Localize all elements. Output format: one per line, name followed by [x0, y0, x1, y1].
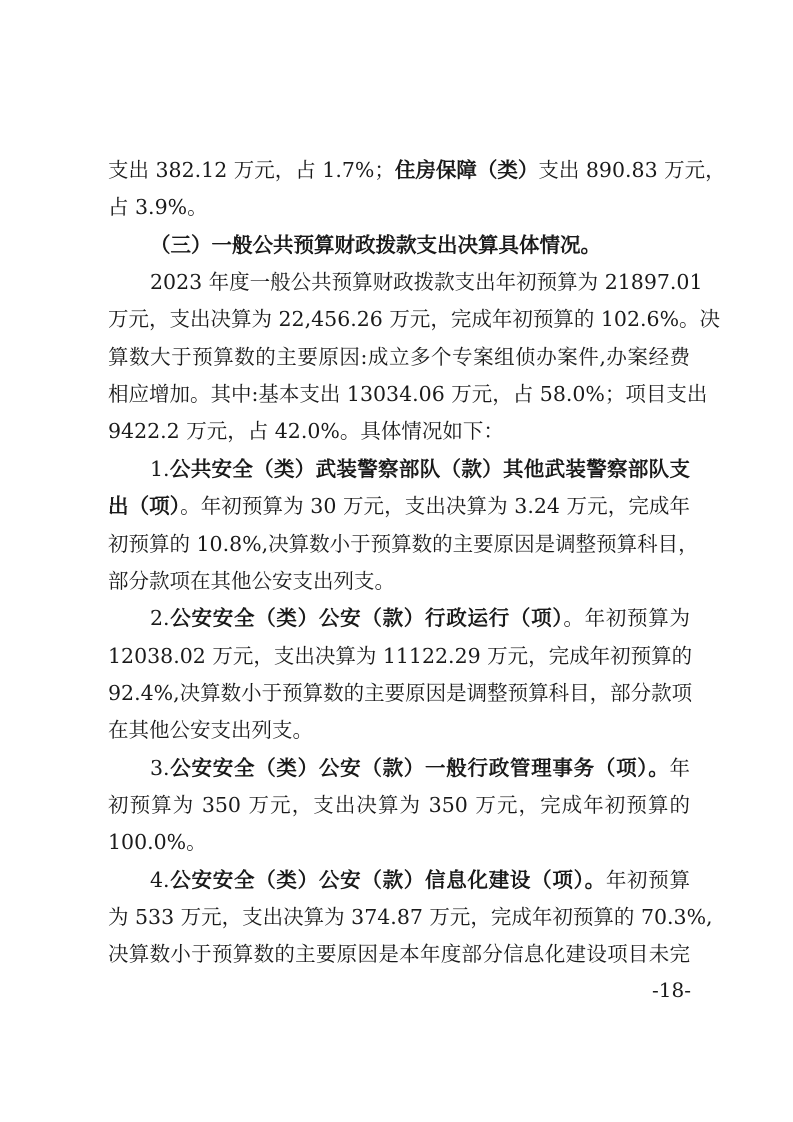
bold-heading-text: 公安安全（类）公安（款）信息化建设（项）。 — [169, 867, 606, 892]
text-line — [150, 454, 690, 484]
text-line — [108, 678, 693, 708]
text-line — [108, 566, 690, 596]
body-text: 12038.02 万元，支出决算为 11122.29 万元，完成年初预算的 — [108, 643, 693, 668]
body-text: 1. — [150, 456, 170, 481]
text-line — [150, 267, 703, 297]
text-line — [150, 603, 690, 633]
body-text: 在其他公安支出列支。 — [108, 718, 313, 743]
body-text: 算数大于预算数的主要原因:成立多个专案组侦办案件,办案经费 — [108, 344, 690, 369]
text-line — [108, 491, 690, 521]
body-text: 支出 890.83 万元， — [538, 158, 726, 182]
text-line — [108, 192, 690, 222]
bold-heading-text: 公安安全（类）公安（款）行政运行（项） — [169, 606, 564, 631]
text-line — [108, 342, 690, 372]
body-text: 2. — [150, 606, 170, 631]
body-text: 初预算的 10.8%,决算数小于预算数的主要原因是调整预算科目， — [108, 531, 699, 556]
body-text: 万元，支出决算为 22,456.26 万元，完成年初预算的 102.6%。决 — [108, 307, 721, 332]
text-line — [108, 155, 726, 185]
body-text: 4. — [150, 867, 170, 892]
bold-heading-text: 住房保障（类） — [394, 158, 539, 182]
body-text: 。年初预算为 — [563, 606, 691, 631]
text-line — [108, 827, 690, 857]
text-line — [108, 416, 690, 446]
body-text: 为 533 万元，支出决算为 374.87 万元，完成年初预算的 70.3%, — [108, 905, 713, 929]
text-line — [108, 790, 690, 820]
body-text: 初预算为 350 万元，支出决算为 350 万元，完成年初预算的 — [108, 792, 690, 817]
body-text: 2023 年度一般公共预算财政拨款支出年初预算为 21897.01 — [150, 270, 703, 295]
body-text: 支出 382.12 万元，占 1.7%； — [108, 158, 395, 182]
body-text: 相应增加。其中:基本支出 13034.06 万元，占 58.0%；项目支出 — [108, 382, 708, 407]
text-line — [108, 641, 693, 671]
body-text: 年初预算 — [605, 867, 691, 892]
bold-heading-text: 公共安全（类）武装警察部队（款）其他武装警察部队支 — [169, 456, 690, 481]
body-text: 。年初预算为 30 万元，支出决算为 3.24 万元，完成年 — [180, 494, 691, 519]
text-line — [150, 753, 690, 783]
text-line — [108, 304, 721, 334]
text-line — [108, 715, 690, 745]
text-line — [108, 529, 699, 559]
text-line — [150, 865, 690, 895]
text-line — [150, 230, 690, 260]
body-text: 3. — [150, 755, 170, 780]
body-text: 92.4%,决算数小于预算数的主要原因是调整预算科目，部分款项 — [108, 680, 693, 705]
bold-heading-text: 出（项） — [108, 494, 181, 519]
page-number: -18- — [652, 978, 691, 1002]
bold-heading-text: 公安安全（类）公安（款）一般行政管理事务（项）。 — [169, 755, 670, 780]
body-text: 年 — [669, 755, 690, 780]
body-text: 部分款项在其他公安支出列支。 — [108, 568, 395, 593]
body-text: 9422.2 万元，占 42.0%。具体情况如下： — [108, 419, 504, 444]
body-text: 占 3.9%。 — [108, 195, 208, 220]
text-line — [108, 379, 708, 409]
body-text: 决算数小于预算数的主要原因是本年度部分信息化建设项目未完 — [108, 942, 690, 967]
text-line — [108, 939, 690, 969]
bold-heading-text: （三）一般公共预算财政拨款支出决算具体情况。 — [150, 232, 601, 257]
text-line — [108, 902, 713, 932]
body-text: 100.0%。 — [108, 830, 207, 855]
